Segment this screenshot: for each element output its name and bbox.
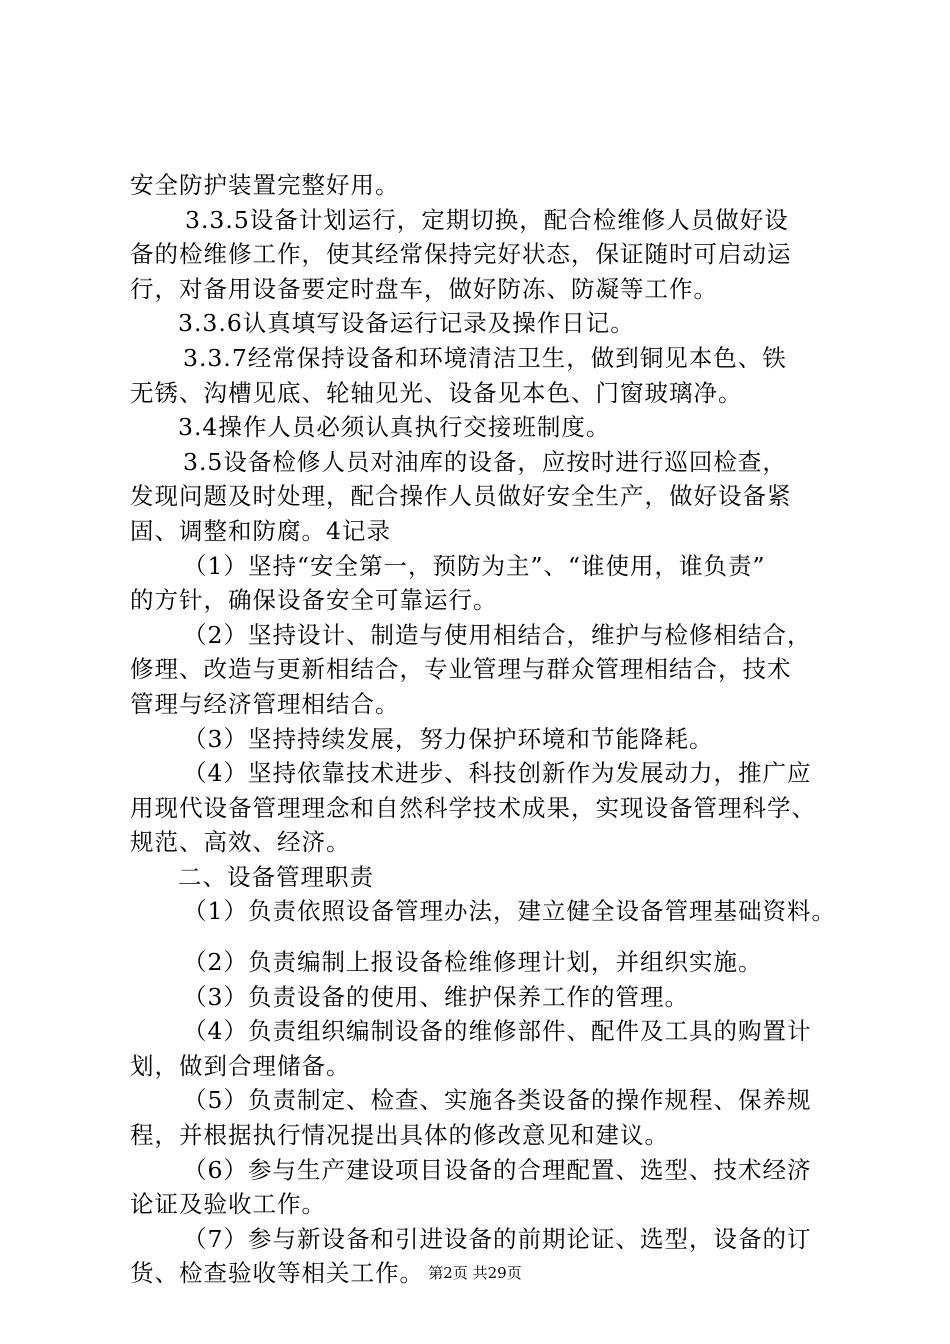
text-line: 发现问题及时处理，配合操作人员做好安全生产，做好设备紧 — [130, 482, 792, 511]
text-line: 3.5设备检修人员对油库的设备，应按时进行巡回检查， — [183, 447, 787, 476]
text-line: （3）坚持持续发展，努力保护环境和节能降耗。 — [183, 724, 714, 753]
text-line: 安全防护装置完整好用。 — [130, 171, 400, 199]
text-line: 修理、改造与更新相结合，专业管理与群众管理相结合，技术 — [130, 655, 792, 684]
document-body — [130, 168, 850, 1291]
text-line: （4）坚持依靠技术进步、科技创新作为发展动力，推广应 — [183, 759, 812, 788]
paragraph-gap — [130, 929, 850, 945]
text-line: 划，做到合理储备。 — [130, 1051, 351, 1080]
text-line: （7）参与新设备和引进设备的前期论证、选型，设备的订 — [183, 1224, 812, 1253]
text-line: 的方针，确保设备安全可靠运行。 — [130, 586, 498, 615]
text-line: 规范、高效、经济。 — [130, 828, 351, 857]
text-line: 固、调整和防腐。4记录 — [130, 516, 391, 545]
text-line: （2）坚持设计、制造与使用相结合，维护与检修相结合， — [183, 620, 812, 649]
text-line: （5）负责制定、检查、实施各类设备的操作规程、保养规 — [183, 1086, 812, 1115]
page-footer: 第2页 共29页 — [428, 1264, 522, 1282]
text-line: 管理与经济管理相结合。 — [130, 689, 400, 718]
text-line: 3.4操作人员必须认真执行交接班制度。 — [178, 413, 611, 442]
text-line: 用现代设备管理理念和自然科学技术成果，实现设备管理科学、 — [130, 793, 816, 822]
text-line: 论证及验收工作。 — [130, 1190, 326, 1219]
text-line: 程，并根据执行情况提出具体的修改意见和建议。 — [130, 1121, 669, 1150]
text-line: （2）负责编制上报设备检维修理计划，并组织实施。 — [183, 948, 763, 977]
text-line: （6）参与生产建设项目设备的合理配置、选型、技术经济 — [183, 1155, 812, 1184]
text-line: 无锈、沟槽见底、轮轴见光、设备见本色、门窗玻璃净。 — [130, 378, 743, 407]
text-line: 行，对备用设备要定时盘车，做好防冻、防凝等工作。 — [130, 274, 718, 303]
text-line: （1）坚持“安全第一，预防为主”、“谁使用，谁负责” — [183, 551, 766, 580]
text-line: （1）负责依照设备管理办法，建立健全设备管理基础资料。 — [183, 897, 836, 926]
text-line: （3）负责设备的使用、维护保养工作的管理。 — [183, 982, 689, 1011]
text-line: 二、设备管理职责 — [178, 862, 374, 891]
text-line: （4）负责组织编制设备的维修部件、配件及工具的购置计 — [183, 1017, 812, 1046]
text-line: 3.3.5设备计划运行，定期切换，配合检维修人员做好设 — [185, 205, 789, 234]
text-line: 3.3.7经常保持设备和环境清洁卫生，做到铜见本色、铁 — [183, 343, 787, 372]
text-line: 备的检维修工作，使其经常保持完好状态，保证随时可启动运 — [130, 240, 792, 269]
text-line: 3.3.6认真填写设备运行记录及操作日记。 — [178, 309, 635, 338]
text-line: 货、检查验收等相关工作。 — [130, 1259, 424, 1288]
